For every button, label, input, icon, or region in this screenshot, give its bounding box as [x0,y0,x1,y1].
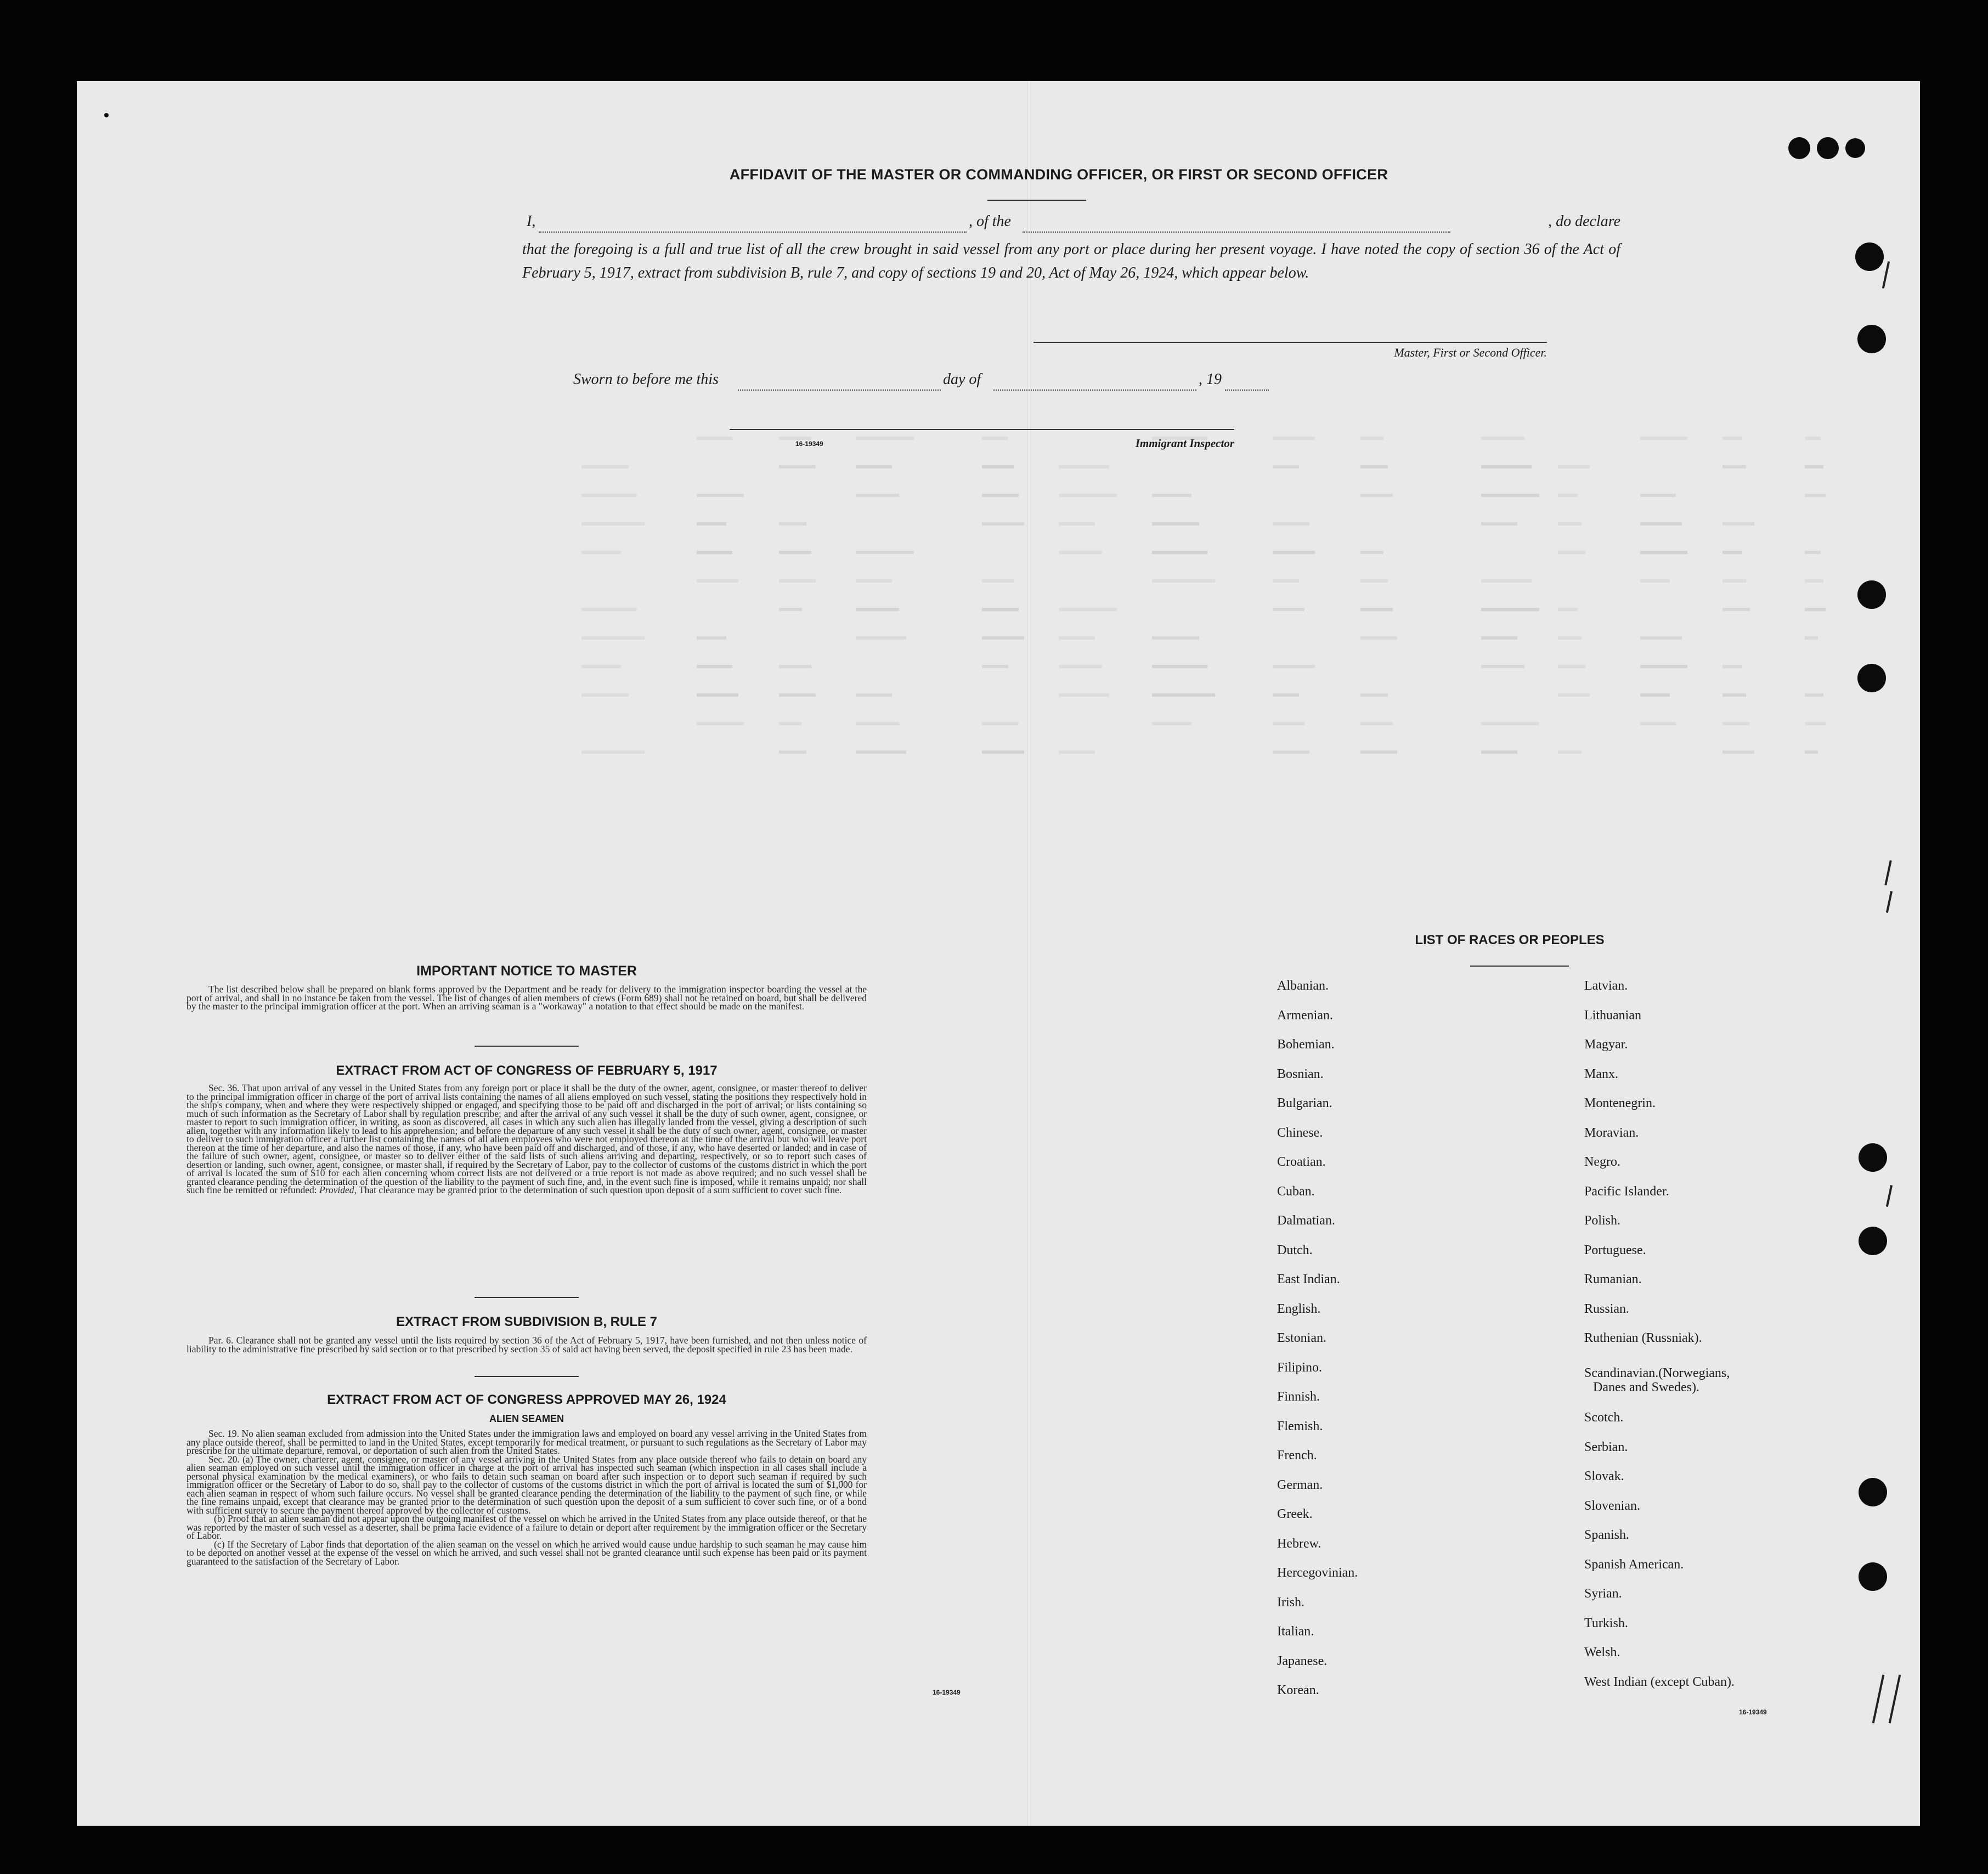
race-item: Estonian. [1277,1331,1326,1345]
extract-rule7-text: Par. 6. Clearance shall not be granted any vessel until the lists required by section 36 of the Act of February 5, 1917, have been furnished, and not then unless notice of liability to the administrative fine prescribed by said section or to that prescribed by section 35 of said act having been served, the deposit specified in rule 23 has been made. [187,1335,867,1354]
bleed-through-mark [1640,551,1687,554]
pencil-mark [1884,860,1891,885]
page-fold [1027,81,1031,1826]
bleed-through-mark [982,722,1019,725]
race-item: Slovak. [1584,1469,1624,1483]
form-number: 16-19349 [1739,1708,1767,1716]
bleed-through-mark [982,494,1019,497]
title-underline [1470,966,1569,967]
divider [475,1297,579,1298]
race-item: Rumanian. [1584,1272,1642,1286]
bleed-through-mark [1059,665,1102,668]
race-item: Lithuanian [1584,1008,1641,1023]
bleed-through-row [77,437,1920,445]
extract-1917-title: EXTRACT FROM ACT OF CONGRESS OF FEBRUARY 5, 1917 [336,1063,718,1078]
race-item: Negro. [1584,1155,1620,1169]
bleed-through-row [77,722,1920,731]
bleed-through-mark [1558,693,1590,697]
bleed-through-mark [779,465,816,468]
bleed-through-mark [779,665,811,668]
bleed-through-mark [1059,494,1117,497]
bleed-through-mark [1805,579,1823,583]
race-item: Chinese. [1277,1125,1323,1140]
bleed-through-mark [1481,494,1539,497]
inspector-caption: Immigrant Inspector [1135,437,1234,450]
bleed-through-mark [1722,465,1746,468]
bleed-through-mark [1805,750,1818,754]
bleed-through-mark [1360,693,1388,697]
sworn-month-field[interactable] [993,371,1196,391]
race-item: Finnish. [1277,1390,1320,1404]
bleed-through-mark [1640,494,1676,497]
divider [475,1376,579,1377]
bleed-through-mark [697,665,732,668]
bleed-through-mark [1273,551,1315,554]
punch-hole [1859,1227,1887,1255]
bleed-through-mark [1481,579,1532,583]
bleed-through-row [77,665,1920,674]
sec-20a: Sec. 20. (a) The owner, charterer, agent, consignee, or master of any vessel arriving in the United States from any place outside thereof who fails to detain on board any alien seaman employed on such vessel until the immigration officer in charge at the port of arrival has inspected such seaman (which inspection in all cases shall include a personal physical examination by the medical examiners), or who fails to detain such seaman on board after such inspection or to deport such seaman if required by such immigration officer or the Secretary of Labor to do so, shall pay to the collector of customs of the customs district in which the port of arrival is located the sum of $1,000 for each alien seaman in respect of whom such failure occurs. No vessel shall be granted clearance pending the determination of the liability to the payment of such fine, or while the fine remains unpaid, except that clearance may be granted prior to the determination of such question upon the deposit of a sum sufficient to cover such fine, or of a bond with sufficient surety to secure the payment thereof approved by the collector of customs. [187,1453,867,1516]
race-item: Bulgarian. [1277,1096,1332,1110]
bleed-through-mark [982,608,1019,611]
bleed-through-mark [697,722,744,725]
master-signature-line[interactable] [1033,342,1547,343]
notice-text: The list described below shall be prepared on blank forms approved by the Department and be ready for delivery to the immigration inspector boarding the vessel at the port of arrival, and shall in no instance be taken from the vessel. The list of changes of alien members of crews (Form 689) shall not be retained on board, but shall be delivered by the master to the principal immigration officer at the port. When an arriving seaman is a "workaway" a notation to that effect should be made on the manifest. [187,984,867,1012]
race-item: Bosnian. [1277,1066,1324,1081]
bleed-through-row [77,551,1920,560]
document-page [77,81,1920,1826]
bleed-through-mark [1273,522,1309,526]
race-item: Scotch. [1584,1410,1624,1425]
extract-1924-text [187,1430,867,1566]
bleed-through-mark [1558,551,1585,554]
bleed-through-mark [1360,579,1388,583]
race-item: Korean. [1277,1683,1319,1697]
bleed-through-mark [982,465,1014,468]
bleed-through-mark [1722,551,1742,554]
bleed-through-mark [1558,665,1585,668]
punch-hole [1788,137,1810,159]
bleed-through-mark [1481,608,1539,611]
bleed-through-mark [1273,750,1309,754]
bleed-through-mark [581,551,621,554]
bleed-through-mark [1722,608,1750,611]
bleed-through-mark [1722,750,1754,754]
race-item: Syrian. [1584,1587,1622,1601]
bleed-through-mark [1805,693,1823,697]
race-item: Welsh. [1584,1645,1620,1659]
pencil-mark [1882,261,1890,289]
race-item: Flemish. [1277,1419,1323,1433]
race-item: Dutch. [1277,1243,1313,1257]
punch-hole [1857,664,1886,692]
sec-20b: (b) Proof that an alien seaman did not appear upon the outgoing manifest of the vessel on which he arrived in the United States from any place outside thereof, or that he was reported by the master of such vessel as a deserter, shall be prima facie evidence of a failure to detain or deport after requirement by the immigration officer or the Secretary of Labor. [187,1513,867,1541]
bleed-through-mark [1152,665,1207,668]
extract-rule7-title: EXTRACT FROM SUBDIVISION B, RULE 7 [396,1314,658,1329]
bleed-through-mark [1481,522,1517,526]
bleed-through-mark [1360,494,1393,497]
bleed-through-mark [1360,722,1393,725]
bleed-through-mark [1273,465,1299,468]
bleed-through-mark [1481,465,1532,468]
race-item: French. [1277,1448,1317,1463]
bleed-through-mark [1152,693,1215,697]
bleed-through-mark [856,636,906,640]
bleed-through-mark [581,636,645,640]
race-item: English. [1277,1301,1321,1316]
bleed-through-mark [697,522,726,526]
bleed-through-mark [1558,465,1590,468]
bleed-through-mark [1558,608,1578,611]
bleed-through-mark [1059,693,1109,697]
bleed-through-mark [1481,722,1539,725]
declare-suffix: , do declare [1548,213,1620,230]
race-item: Irish. [1277,1595,1304,1610]
bleed-through-mark [581,465,629,468]
punch-hole [1817,137,1839,159]
bleed-through-mark [856,608,899,611]
punch-hole [1857,325,1886,353]
sworn-year-field[interactable] [1225,371,1269,391]
race-item: Bohemian. [1277,1037,1335,1052]
race-item: Croatian. [1277,1155,1326,1169]
bleed-through-mark [779,522,806,526]
race-item: Pacific Islander. [1584,1184,1669,1199]
race-item: Scandinavian.(Norwegians, [1584,1365,1730,1380]
bleed-through-mark [779,722,802,725]
bleed-through-mark [779,551,811,554]
form-number: 16-19349 [933,1689,961,1696]
race-item: Serbian. [1584,1440,1628,1454]
bleed-through-mark [1059,608,1117,611]
bleed-through-mark [1273,579,1299,583]
bleed-through-mark [1805,636,1818,640]
bleed-through-row [77,750,1920,759]
bleed-through-mark [1481,750,1517,754]
bleed-through-row [77,693,1920,702]
punch-hole [1855,242,1884,271]
bleed-through-row [77,522,1920,531]
bleed-through-mark [1360,437,1383,440]
bleed-through-mark [1805,437,1821,440]
bleed-through-mark [1640,722,1676,725]
speck [104,113,109,117]
punch-hole [1859,1143,1887,1172]
race-item: Moravian. [1584,1125,1639,1140]
bleed-through-mark [697,636,726,640]
bleed-through-mark [779,693,816,697]
bleed-through-mark [1558,494,1578,497]
bleed-through-row [77,579,1920,588]
bleed-through-mark [697,494,744,497]
pencil-mark [1889,1675,1901,1724]
pencil-mark [1886,1185,1893,1207]
bleed-through-mark [697,551,732,554]
bleed-through-mark [1722,693,1746,697]
bleed-through-mark [1640,665,1687,668]
bleed-through-mark [1360,465,1388,468]
bleed-through-mark [856,722,899,725]
bleed-through-mark [1805,722,1826,725]
race-item: Hebrew. [1277,1536,1321,1551]
race-item: Italian. [1277,1624,1314,1639]
race-item: Danes and Swedes). [1593,1380,1699,1395]
sec-19: Sec. 19. No alien seaman excluded from admission into the United States under the immigration laws and employed on board any vessel arriving in the United States from any place outside thereof, shall be permitted to land in the United States, except temporarily for medical treatment, or pursuant to such regulations as the Secretary of Labor may prescribe for the ultimate departure, removal, or deportation of such alien from the United States. [187,1428,867,1456]
bleed-through-row [77,636,1920,645]
bleed-through-mark [1805,551,1821,554]
declarant-prefix: I, [527,213,536,230]
bleed-through-mark [856,551,914,554]
bleed-through-mark [1805,494,1826,497]
bleed-through-row [77,608,1920,617]
bleed-through-mark [779,579,816,583]
race-item: German. [1277,1477,1323,1492]
extract-1924-subtitle: ALIEN SEAMEN [489,1413,564,1424]
bleed-through-mark [1059,636,1095,640]
bleed-through-mark [581,608,637,611]
race-item: Latvian. [1584,979,1628,993]
affidavit-statement: that the foregoing is a full and true list of all the crew brought in said vessel from any port or place during her present voyage. I have noted the copy of section 36 of the Act of February 5, 1917, extract from subdivision B, rule 7, and copy of sections 19 and 20, Act of May 26, 1924, which appear below. [522,241,1620,281]
bleed-through-mark [1481,437,1524,440]
bleed-through-mark [581,693,629,697]
bleed-through-mark [982,750,1024,754]
bleed-through-mark [1152,522,1199,526]
bleed-through-mark [982,437,1008,440]
sworn-line [573,371,1341,393]
race-item: Albanian. [1277,979,1329,993]
race-item: Magyar. [1584,1037,1628,1052]
bleed-through-mark [779,608,802,611]
race-item: Ruthenian (Russniak). [1584,1331,1702,1345]
punch-hole [1845,138,1865,158]
bleed-through-mark [856,750,906,754]
race-item: Spanish American. [1584,1557,1684,1572]
bleed-through-mark [1059,551,1102,554]
race-item: Armenian. [1277,1008,1333,1023]
sworn-year-label: , 19 [1199,371,1222,388]
sec-20c: (c) If the Secretary of Labor finds that deportation of the alien seaman on the vessel on which he arrived would cause undue hardship to such seaman he may cause him to be deported on another vessel at the expense of the vessel on which he arrived, and such vessel shall not be granted clearance until such expense has been paid or its payment guaranteed to the satisfaction of the Secretary of Labor. [187,1538,867,1567]
race-item: Manx. [1584,1066,1618,1081]
bleed-through-mark [1273,608,1304,611]
title-underline [987,200,1086,201]
declaration-line [527,213,1620,235]
bleed-through-mark [581,494,637,497]
bleed-through-mark [1360,636,1397,640]
bleed-through-mark [697,693,738,697]
bleed-through-mark [1722,522,1754,526]
race-item: Filipino. [1277,1360,1323,1375]
race-item: Slovenian. [1584,1498,1640,1513]
race-item: Montenegrin. [1584,1096,1656,1110]
bleed-through-row [77,465,1920,474]
bleed-through-mark [1152,636,1199,640]
race-item: Turkish. [1584,1616,1628,1630]
bleed-through-mark [982,522,1024,526]
bleed-through-mark [1360,608,1393,611]
bleed-through-mark [982,636,1024,640]
bleed-through-mark [697,579,738,583]
race-item: Portuguese. [1584,1243,1646,1257]
bleed-through-mark [1481,665,1524,668]
bleed-through-mark [1273,665,1315,668]
form-number: 16-19349 [795,440,823,448]
bleed-through-mark [856,693,892,697]
bleed-through-mark [779,750,806,754]
bleed-through-mark [581,522,645,526]
race-item: Greek. [1277,1507,1313,1521]
bleed-through-mark [1640,522,1682,526]
bleed-through-mark [1805,608,1826,611]
race-item: Russian. [1584,1301,1630,1316]
race-item: Hercegovinian. [1277,1566,1358,1580]
race-item: Dalmatian. [1277,1213,1335,1228]
bleed-through-mark [1481,636,1517,640]
sworn-prefix: Sworn to before me this [573,371,719,388]
race-item: Japanese. [1277,1653,1328,1668]
race-item: Cuban. [1277,1184,1315,1199]
divider [475,1046,579,1047]
bleed-through-mark [1640,693,1670,697]
extract-1924-title: EXTRACT FROM ACT OF CONGRESS APPROVED MAY 26, 1924 [327,1392,726,1407]
bleed-through-mark [581,665,621,668]
bleed-through-mark [856,579,892,583]
notice-title: IMPORTANT NOTICE TO MASTER [416,963,637,979]
bleed-through-mark [1273,693,1299,697]
bleed-through-mark [1273,437,1315,440]
races-title: LIST OF RACES OR PEOPLES [1415,933,1605,947]
bleed-through-mark [1558,522,1582,526]
affidavit-title: AFFIDAVIT OF THE MASTER OR COMMANDING OFFICER, OR FIRST OR SECOND OFFICER [729,166,1388,183]
race-item: Polish. [1584,1213,1621,1228]
vessel-name-field[interactable] [1023,213,1450,233]
bleed-through-mark [1059,522,1095,526]
bleed-through-mark [581,750,645,754]
pencil-mark [1872,1675,1885,1724]
bleed-through-mark [1059,465,1109,468]
bleed-through-mark [1722,579,1746,583]
bleed-through-mark [1360,750,1397,754]
bleed-through-mark [1640,579,1670,583]
declarant-name-field[interactable] [539,213,967,233]
bleed-through-mark [1640,437,1687,440]
bleed-through-mark [1152,494,1191,497]
bleed-through-mark [1273,722,1304,725]
extract-1917-text: Sec. 36. That upon arrival of any vessel in the United States from any foreign port or place it shall be the duty of the owner, agent, consignee, or master thereof to deliver to the principal immigration officer in charge of the port of arrival lists containing the names of all aliens employed on such vessel, stating the positions they respectively hold in the ship's company, when and where they were respectively shipped or engaged, and specifying those to be paid off and discharged in the port of arrival; or lists containing so much of such information as the Secretary of Labor shall by regulation prescribe; and after the arrival of any such vessel it shall be the duty of such owner, agent, consignee, or master to report to such immigration officer, in writing, as soon as discovered, all cases in which any such alien has illegally landed from the vessel, giving a description of such alien, together with any information likely to lead to his apprehension; and before the departure of any such vessel it shall be the duty of such owner, agent, consignee, or master to deliver to such immigration officer a further list containing the names of all alien employees who were not employed thereon at the time of the arrival but who will leave port thereon at the time of her departure, and also the names of those, if any, who have been paid off and discharged, and of those, if any, who have deserted or landed; and in case of the failure of such owner, agent, consignee, or master so to deliver either of the said lists of such aliens arriving and departing, respectively, or so to report such cases of desertion or landing, such owner, agent, consignee, or master shall, if required by the Secretary of Labor, pay to the collector of customs of the customs district in which the port of arrival is located the sum of $10 for each alien concerning whom correct lists are not delivered or a true report is not made as above required; and no such vessel shall be granted clearance pending the determination of the question of the liability to the payment of such fine, and, in the event such fine is imposed, while it remains unpaid; nor shall such fine be remitted or refunded: Provided, That clearance may be granted prior to the determination of such question upon deposit of a sum sufficient to cover such fine. [187,1082,867,1195]
punch-hole [1859,1478,1887,1506]
bleed-through-mark [1558,636,1582,640]
pencil-mark [1886,891,1893,913]
inspector-signature-line[interactable] [730,429,1234,430]
bleed-through-mark [1558,750,1582,754]
bleed-through-mark [982,665,1008,668]
punch-hole [1857,580,1886,609]
bleed-through-mark [1152,722,1191,725]
bleed-through-mark [856,437,914,440]
bleed-through-mark [1360,551,1383,554]
bleed-through-mark [697,437,732,440]
bleed-through-mark [856,465,892,468]
bleed-through-mark [1059,750,1095,754]
bleed-through-mark [1152,579,1215,583]
race-item: West Indian (except Cuban). [1584,1674,1735,1689]
bleed-through-mark [856,494,899,497]
bleed-through-mark [1722,437,1742,440]
punch-hole [1859,1562,1887,1591]
bleed-through-mark [1722,665,1742,668]
bleed-through-row [77,494,1920,503]
sworn-day-field[interactable] [738,371,941,391]
master-signature-caption: Master, First or Second Officer. [1394,346,1547,359]
sworn-day-label: day of [943,371,981,388]
race-item: Spanish. [1584,1528,1630,1542]
vessel-prefix: , of the [969,213,1011,230]
bleed-through-mark [1640,636,1682,640]
bleed-through-mark [1805,465,1823,468]
bleed-through-mark [1722,722,1750,725]
race-item: East Indian. [1277,1272,1340,1286]
bleed-through-mark [1152,551,1207,554]
bleed-through-mark [982,579,1014,583]
